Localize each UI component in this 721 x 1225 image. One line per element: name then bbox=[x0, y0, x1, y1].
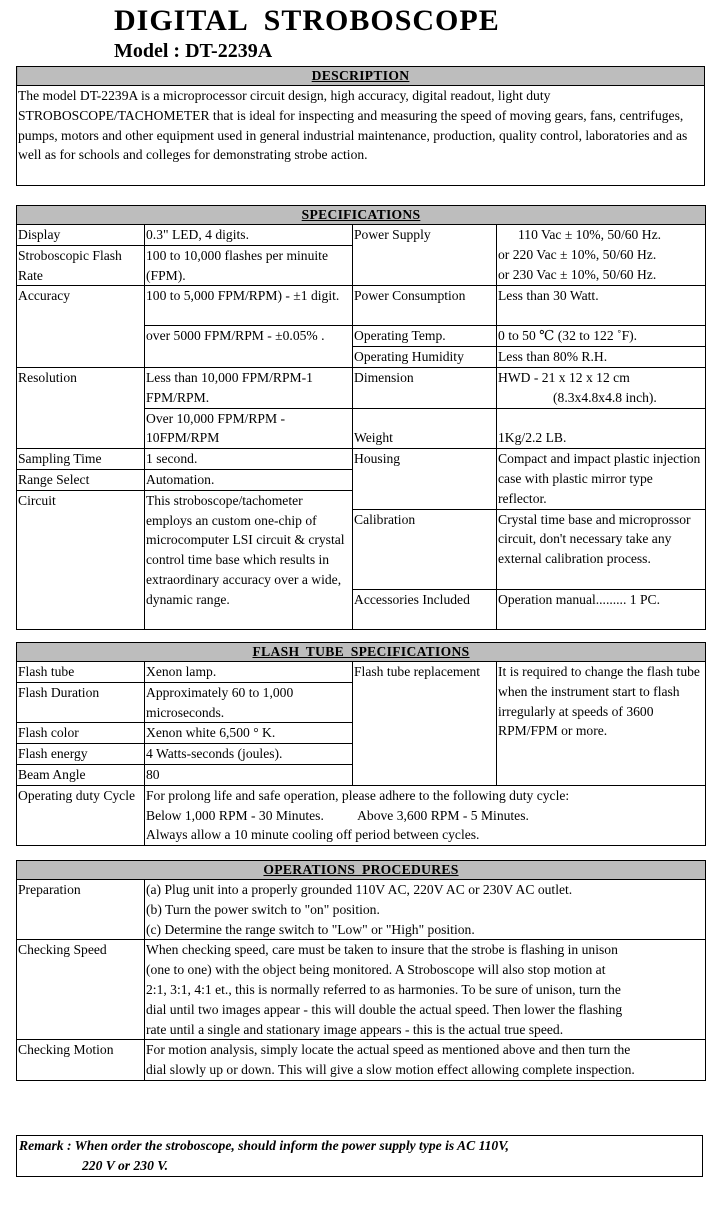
dimension-value bbox=[497, 367, 706, 408]
flash-replacement-value: It is required to change the flash tube when the instrument start to flash irregularly at speeds of 3600 RPM/FPM or more. bbox=[497, 662, 706, 786]
humidity-label: Operating Humidity bbox=[354, 349, 464, 365]
resolution-label: Resolution bbox=[17, 367, 145, 448]
checking-speed-text: When checking speed, care must be taken to insure that the strobe is flashing in unison (one to one) with the object being monitored. A Stroboscope will also stop motion at 2:1, 3:1, 4:1 et., this is normally referred to as harmonies. To be sure of unison, turn the dial until two images appear - this will double the actual speed. Then lower the flashing rate until a single and stationary image appears - this is the actual true speed. bbox=[145, 940, 706, 1040]
beam-angle-label: Beam Angle bbox=[17, 764, 145, 785]
power-supply-220: or 220 Vac ± 10%, 50/60 Hz. bbox=[498, 246, 657, 262]
operations-table bbox=[16, 860, 706, 1081]
calibration-value: Crystal time base and microprossor circuit, don't necessary take any external calibration process. bbox=[497, 509, 706, 589]
preparation-step-a: (a) Plug unit into a properly grounded 110V AC, 220V AC or 230V AC outlet. bbox=[146, 882, 573, 897]
resolution-value-high: Over 10,000 FPM/RPM - 10FPM/RPM bbox=[145, 408, 353, 449]
page-title: DIGITAL STROBOSCOPE bbox=[114, 4, 500, 37]
accuracy-value-high-text: over 5000 FPM/RPM - ±0.05% . bbox=[146, 328, 325, 344]
flash-rate-value: 100 to 10,000 flashes per minuite (FPM). bbox=[145, 245, 353, 286]
dimension-value-cm: HWD - 21 x 12 x 12 cm bbox=[498, 369, 630, 385]
flash-color-label: Flash color bbox=[17, 723, 145, 744]
preparation-step-b: (b) Turn the power switch to "on" position. bbox=[146, 901, 380, 917]
duty-cycle-line-2: Below 1,000 RPM - 30 Minutes. Above 3,600 RPM - 5 Minutes. bbox=[146, 807, 529, 823]
power-consumption-value: Less than 30 Watt. bbox=[497, 286, 706, 326]
circuit-value: This stroboscope/tachometer employs an custom one-chip of microcomputer LSI circuit & crystal control time base which results in extraordinary accuracy over a wide, dynamic range. bbox=[145, 490, 353, 629]
preparation-label: Preparation bbox=[17, 880, 145, 940]
resolution-value-low: Less than 10,000 FPM/RPM-1 FPM/RPM. bbox=[145, 367, 353, 408]
beam-angle-value: 80 bbox=[145, 764, 353, 785]
accessories-value: Operation manual......... 1 PC. bbox=[497, 589, 706, 629]
housing-label: Housing bbox=[353, 449, 497, 509]
power-supply-230: or 230 Vac ± 10%, 50/60 Hz. bbox=[498, 266, 657, 282]
humidity-value: Less than 80% R.H. bbox=[498, 349, 608, 365]
description-heading: DESCRIPTION bbox=[17, 67, 705, 86]
dimension-value-inch: (8.3x4.8x4.8 inch). bbox=[553, 389, 657, 405]
display-value: 0.3" LED, 4 digits. bbox=[145, 225, 353, 246]
duty-cycle-line-3: Always allow a 10 minute cooling off period between cycles. bbox=[146, 827, 480, 843]
flash-replacement-label: Flash tube replacement bbox=[353, 662, 497, 786]
operating-temp-value bbox=[497, 326, 706, 368]
sampling-time-value: 1 second. bbox=[145, 449, 353, 470]
remark-box bbox=[16, 1135, 703, 1177]
specifications-table bbox=[16, 205, 706, 630]
preparation-value bbox=[145, 880, 706, 940]
accessories-label: Accessories Included bbox=[353, 589, 497, 629]
flash-energy-label: Flash energy bbox=[17, 744, 145, 765]
remark-line-2: 220 V or 230 V. bbox=[82, 1157, 168, 1173]
range-select-label: Range Select bbox=[17, 469, 145, 490]
flash-energy-value: 4 Watts-seconds (joules). bbox=[145, 744, 353, 765]
duty-cycle-value bbox=[145, 785, 706, 845]
operating-temp-label bbox=[353, 326, 497, 368]
weight-label: Weight bbox=[353, 408, 497, 449]
range-select-value: Automation. bbox=[145, 469, 353, 490]
display-label: Display bbox=[17, 225, 145, 246]
weight-value: 1Kg/2.2 LB. bbox=[497, 408, 706, 449]
power-supply-110: 110 Vac ± 10%, 50/60 Hz. bbox=[518, 227, 661, 242]
accuracy-label: Accuracy bbox=[17, 286, 145, 368]
power-consumption-label: Power Consumption bbox=[353, 286, 497, 326]
flash-duration-label: Flash Duration bbox=[17, 682, 145, 723]
flash-tube-value: Xenon lamp. bbox=[145, 662, 353, 683]
circuit-label: Circuit bbox=[17, 490, 145, 629]
dimension-label: Dimension bbox=[353, 367, 497, 408]
power-supply-label: Power Supply bbox=[353, 225, 497, 286]
flash-duration-value: Approximately 60 to 1,000 microseconds. bbox=[145, 682, 353, 723]
flash-rate-label: Stroboscopic Flash Rate bbox=[17, 245, 145, 286]
power-supply-value bbox=[497, 225, 706, 286]
flash-tube-heading: FLASH TUBE SPECIFICATIONS bbox=[17, 643, 706, 662]
duty-cycle-line-1: For prolong life and safe operation, please adhere to the following duty cycle: bbox=[146, 787, 570, 803]
duty-cycle-label: Operating duty Cycle bbox=[17, 785, 145, 845]
flash-tube-label: Flash tube bbox=[17, 662, 145, 683]
housing-value: Compact and impact plastic injection case with plastic mirror type reflector. bbox=[497, 449, 706, 509]
flash-color-value: Xenon white 6,500 ° K. bbox=[145, 723, 353, 744]
flash-tube-table bbox=[16, 642, 706, 846]
sampling-time-label: Sampling Time bbox=[17, 449, 145, 470]
checking-speed-label: Checking Speed bbox=[17, 940, 145, 1040]
checking-motion-label: Checking Motion bbox=[17, 1040, 145, 1081]
accuracy-value-low: 100 to 5,000 FPM/RPM) - ±1 digit. bbox=[145, 286, 353, 326]
checking-motion-text: For motion analysis, simply locate the actual speed as mentioned above and then turn the dial slowly up or down. This will give a slow motion effect allowing complete inspection. bbox=[145, 1040, 706, 1081]
remark-line-1: Remark : When order the stroboscope, should inform the power supply type is AC 110V, bbox=[19, 1138, 509, 1153]
description-text: The model DT-2239A is a microprocessor circuit design, high accuracy, digital readout, light duty STROBOSCOPE/TACHOMETER that is ideal for inspecting and measuring the speed of moving gears, fans, centrifuges, pumps, motors and other equipment used in general industrial maintenance, production, quality control, laboratories and as well as for schools and colleges for demonstrating strobe action. bbox=[17, 86, 705, 186]
accuracy-value-high bbox=[145, 326, 353, 368]
description-table bbox=[16, 66, 705, 186]
operating-temp-label-text: Operating Temp. bbox=[353, 326, 496, 347]
operating-temp-value-text: 0 to 50 ℃ (32 to 122 ˚F). bbox=[497, 326, 705, 347]
calibration-label: Calibration bbox=[353, 509, 497, 589]
specifications-heading: SPECIFICATIONS bbox=[17, 206, 706, 225]
preparation-step-c: (c) Determine the range switch to "Low" or "High" position. bbox=[146, 921, 475, 937]
operations-heading: OPERATIONS PROCEDURES bbox=[17, 861, 706, 880]
model-number: Model : DT-2239A bbox=[114, 40, 273, 62]
